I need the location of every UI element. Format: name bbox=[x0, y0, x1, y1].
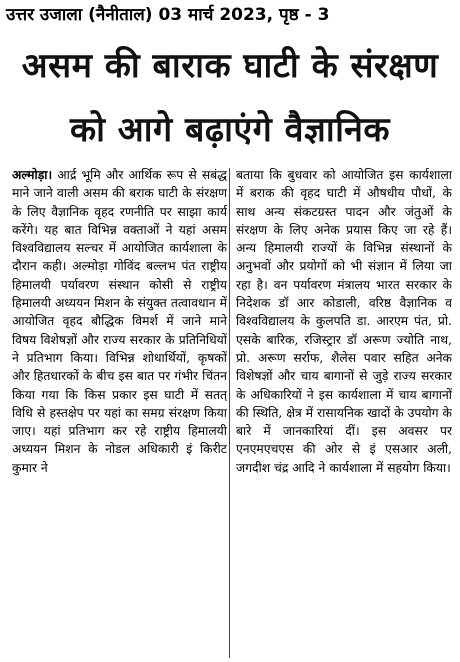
article-right-column bbox=[236, 166, 452, 660]
dateline: अल्मोड़ा। bbox=[12, 167, 53, 182]
newspaper-masthead: उत्तर उजाला (नैनीताल) 03 मार्च 2023, पृष्ठ - 3 bbox=[6, 5, 330, 25]
column-divider bbox=[229, 168, 230, 658]
article-left-column bbox=[12, 166, 227, 660]
headline-line-1: असम की बाराक घाटी के संरक्षण bbox=[21, 46, 439, 86]
headline-line-2: को आगे बढ़ाएंगे वैज्ञानिक bbox=[70, 110, 390, 150]
right-column-body: बताया कि बुधवार को आयोजित इस कार्यशाला में बराक की वृहद घाटी में औषधीय पौधों, के साथ अन्य संकटग्रस्त पादन और जंतुओं के संरक्षण के लिए अनेक प्रयास किए जा रहे हैं। अन्य हिमालयी राज्यों के विभिन्न संस्थानों के अनुभवों और प्रयोगों को भी संज्ञान में लिया जा रहा है। वन पर्यावरण मंत्रालय भारत सरकार के निदेशक डॉ आर कोडाली, वरिष्ठ वैज्ञानिक व विश्वविद्यालय के कुलपति डा. आरएम पंत, प्रो. एसके बारिक, रजिस्ट्रार डॉ अरूण ज्योति नाथ, प्रो. अरूण सर्राफ, शैलेस पवार सहित अनेक विशेषज्ञों और चाय बागानों से जुड़े राज्य सरकार के अधिकारियों ने इस कार्यशाला में चाय बागानों की स्थिति, क्षेत्र में रासायनिक खादों के उपयोग के बारे में जानकारियां दीं। इस अवसर पर एनएमएचएस की ओर से इं एसआर अली, जगदीश चंद्र आदि ने कार्यशाला में सहयोग किया। bbox=[236, 168, 452, 475]
left-column-body: आर्द्र भूमि और आर्थिक रूप से सबंद्ध माने जाने वाली असम की बराक घाटी के संरक्षण के लिए वैज्ञानिक वृहद रणनीति पर साझा कार्य करेंगे। यह बात विभिन्न वक्ताओं ने यहां असम विश्वविद्यालय सल्चर में आयोजित कार्यशाला के दौरान कही। अल्मोड़ा गोविंद बल्लभ पंत राष्ट्रीय हिमालयी पर्यावरण संस्थान कोसी से राष्ट्रीय हिमालयी अध्ययन मिशन के संयुक्त तत्वावधान में आयोजित वृहद बौद्धिक विमर्श में जाने माने विषय विशेषज्ञों और राज्य सरकार के प्रतिनिधियों ने प्रतिभाग किया। विभिन्न शोधार्थियों, कृषकों और हितधारकों के बीच इस बात पर गंभीर चिंतन किया गया कि किस प्रकार इस घाटी में सतत् विधि से हस्तक्षेप पर यहां का समग्र संरक्षण किया जाए। यहां प्रतिभाग कर रहे राष्ट्रीय हिमालयी अध्ययन मिशन के नोडल अधिकारी इं किरीट कुमार ने bbox=[12, 168, 227, 475]
article-left-text bbox=[12, 166, 227, 477]
